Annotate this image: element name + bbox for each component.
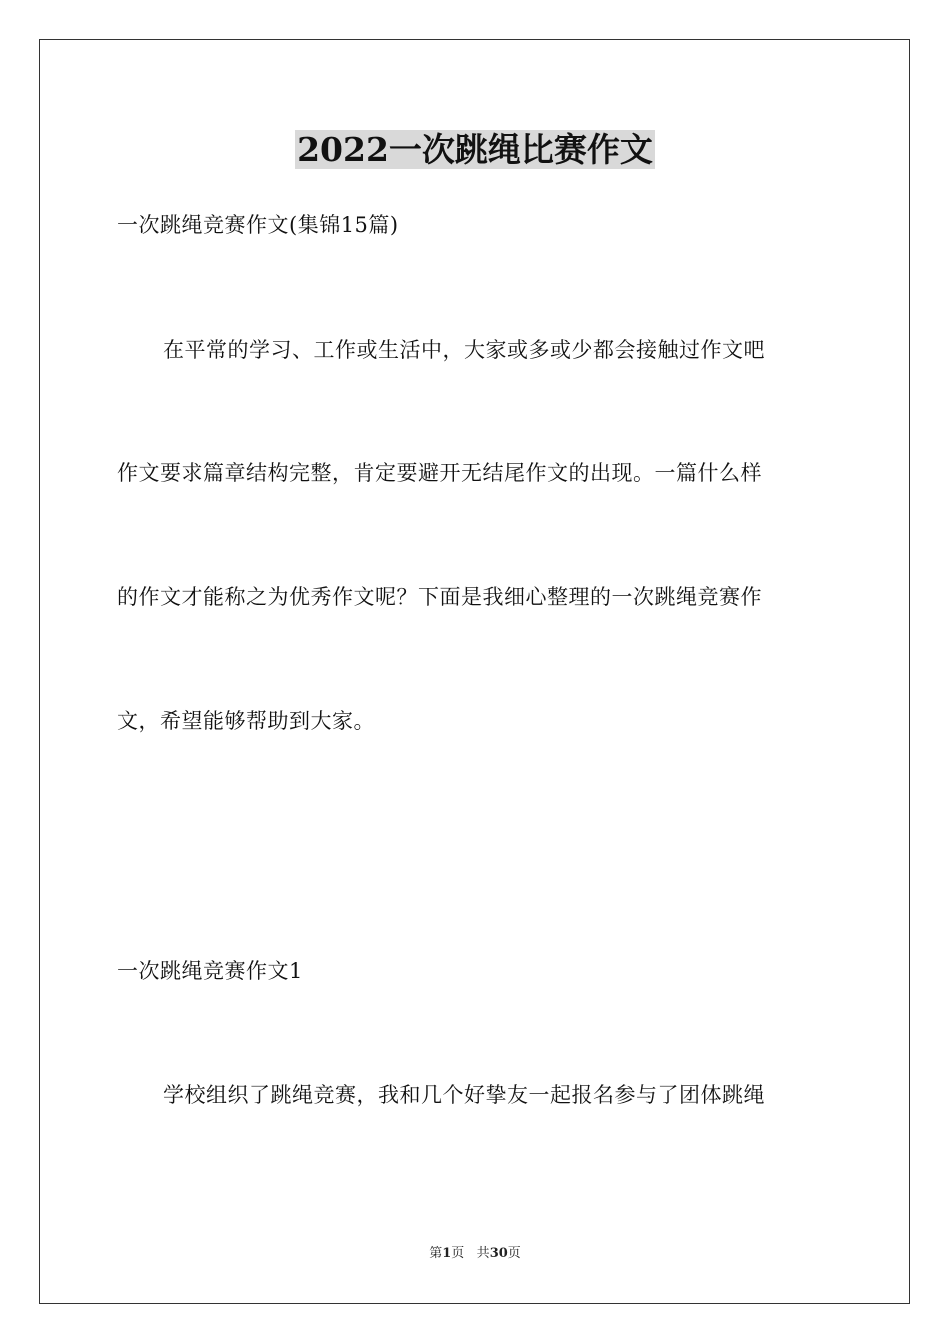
document-subtitle: 一次跳绳竞赛作文(集锦15篇): [117, 213, 399, 237]
section-heading: 一次跳绳竞赛作文1: [117, 959, 303, 983]
page-footer: [0, 1245, 950, 1263]
footer-total-suffix: 页: [507, 1246, 521, 1261]
intro-line-2: 作文要求篇章结构完整，肯定要避开无结尾作文的出现。一篇什么样: [117, 461, 762, 485]
intro-line-3: 的作文才能称之为优秀作文呢？下面是我细心整理的一次跳绳竞赛作: [117, 585, 762, 609]
footer-page-suffix: 页: [451, 1246, 465, 1261]
footer-total-prefix: 共: [476, 1246, 490, 1261]
footer-page-number: 1: [442, 1246, 452, 1261]
document-title: [0, 128, 950, 172]
footer-page-prefix: 第: [429, 1246, 443, 1261]
section-line-1: 学校组织了跳绳竞赛，我和几个好挚友一起报名参与了团体跳绳: [163, 1083, 765, 1107]
footer-total-pages: 30: [489, 1246, 508, 1261]
intro-line-1: 在平常的学习、工作或生活中，大家或多或少都会接触过作文吧: [163, 338, 765, 362]
intro-line-4: 文，希望能够帮助到大家。: [117, 709, 375, 733]
document-title-text: 2022一次跳绳比赛作文: [297, 130, 653, 169]
